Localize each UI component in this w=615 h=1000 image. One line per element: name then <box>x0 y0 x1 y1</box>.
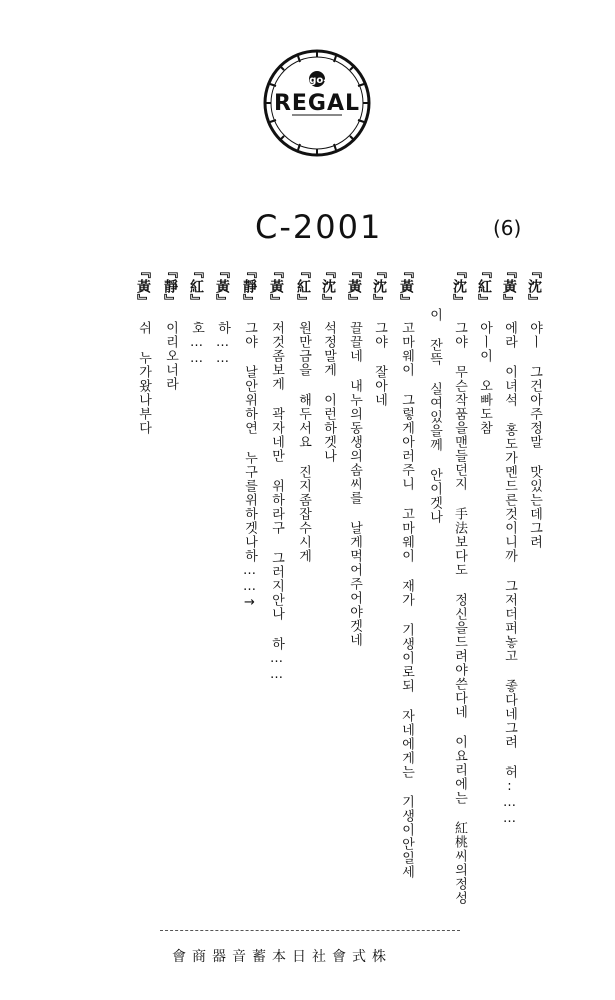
dialogue-line <box>160 264 180 391</box>
speaker: 『黃』 <box>346 264 362 309</box>
speaker: 『沈』 <box>371 264 387 309</box>
line-text: 끌끌네 내누의동생의솜씨를 날게먹어주어야겟네 <box>347 321 362 647</box>
dialogue-line <box>524 264 544 549</box>
record-number: C-2001 <box>255 208 383 246</box>
line-text: 그야 무슨작품을맨들던지 手法보다도 정신을드려야쓴다네 이요리에는 紅桃씨의정성 <box>452 321 467 905</box>
dialogue-line <box>266 264 286 683</box>
dialogue-line <box>369 264 389 407</box>
dialogue-line <box>449 264 469 905</box>
line-text: 저것좀보게 곽자네만 위하라구 그러지안나 하…… <box>269 321 284 683</box>
regal-logo <box>262 48 372 158</box>
speaker: 『黃』 <box>398 264 414 309</box>
speaker: 『紅』 <box>295 264 311 309</box>
line-text: 이리오너라 <box>163 321 178 391</box>
line-text: 석정말게 이런하겟나 <box>321 321 336 463</box>
dialogue-line <box>396 264 416 879</box>
page-number: (6) <box>493 216 522 240</box>
dialogue-line <box>424 296 444 524</box>
speaker: 『靜』 <box>162 264 178 309</box>
line-text: 아ㅣ이 오빠도참 <box>477 321 492 435</box>
line-text: 쉬 누가왔나부다 <box>136 321 151 435</box>
speaker: 『沈』 <box>526 264 542 309</box>
footer-divider <box>160 930 460 931</box>
speaker: 『黃』 <box>135 264 151 309</box>
line-text: 원만금을 해두서요 진지좀잡수시게 <box>296 321 311 563</box>
line-text: 이 잔뜩 실여있을께 안이겟나 <box>427 308 442 524</box>
speaker: 『沈』 <box>320 264 336 309</box>
speaker: 『紅』 <box>188 264 204 309</box>
dialogue-line <box>318 264 338 463</box>
logo-emblem: logo-R <box>298 75 336 86</box>
logo-text: REGAL <box>273 91 361 116</box>
dialogue-line <box>474 264 494 435</box>
dialogue-line <box>344 264 364 647</box>
speaker: 『黃』 <box>268 264 284 309</box>
dialogue-line <box>239 264 259 611</box>
dialogue-line <box>293 264 313 563</box>
line-text: 야ㅣ 그건아주정말 맛있는데그려 <box>527 321 542 549</box>
speaker: 『沈』 <box>451 264 467 309</box>
dialogue-line <box>499 264 519 827</box>
speaker: 『紅』 <box>476 264 492 309</box>
dialogue-line <box>186 264 206 367</box>
line-text: 에라 이녀석 홍도가멘드른것이니까 그저더퍼놓고 좋다네그려 허:…… <box>502 321 517 827</box>
line-text: 하…… <box>215 321 230 367</box>
line-text: 고마웨이 그렇게아러주니 고마웨이 재가 기생이로되 자네에게는 기생이안일세 <box>399 321 414 879</box>
speaker: 『黃』 <box>214 264 230 309</box>
line-text: 그야 잘아네 <box>372 321 387 407</box>
speaker: 『黃』 <box>501 264 517 309</box>
line-text: 호…… <box>189 321 204 367</box>
publisher-footer: 會商器音蓄本日社會式株 <box>172 949 392 965</box>
dialogue-line <box>212 264 232 367</box>
dialogue-line <box>133 264 153 435</box>
line-text: 그야 날안위하연 누구를위하겟나하……→ <box>242 321 257 611</box>
speaker: 『靜』 <box>241 264 257 309</box>
